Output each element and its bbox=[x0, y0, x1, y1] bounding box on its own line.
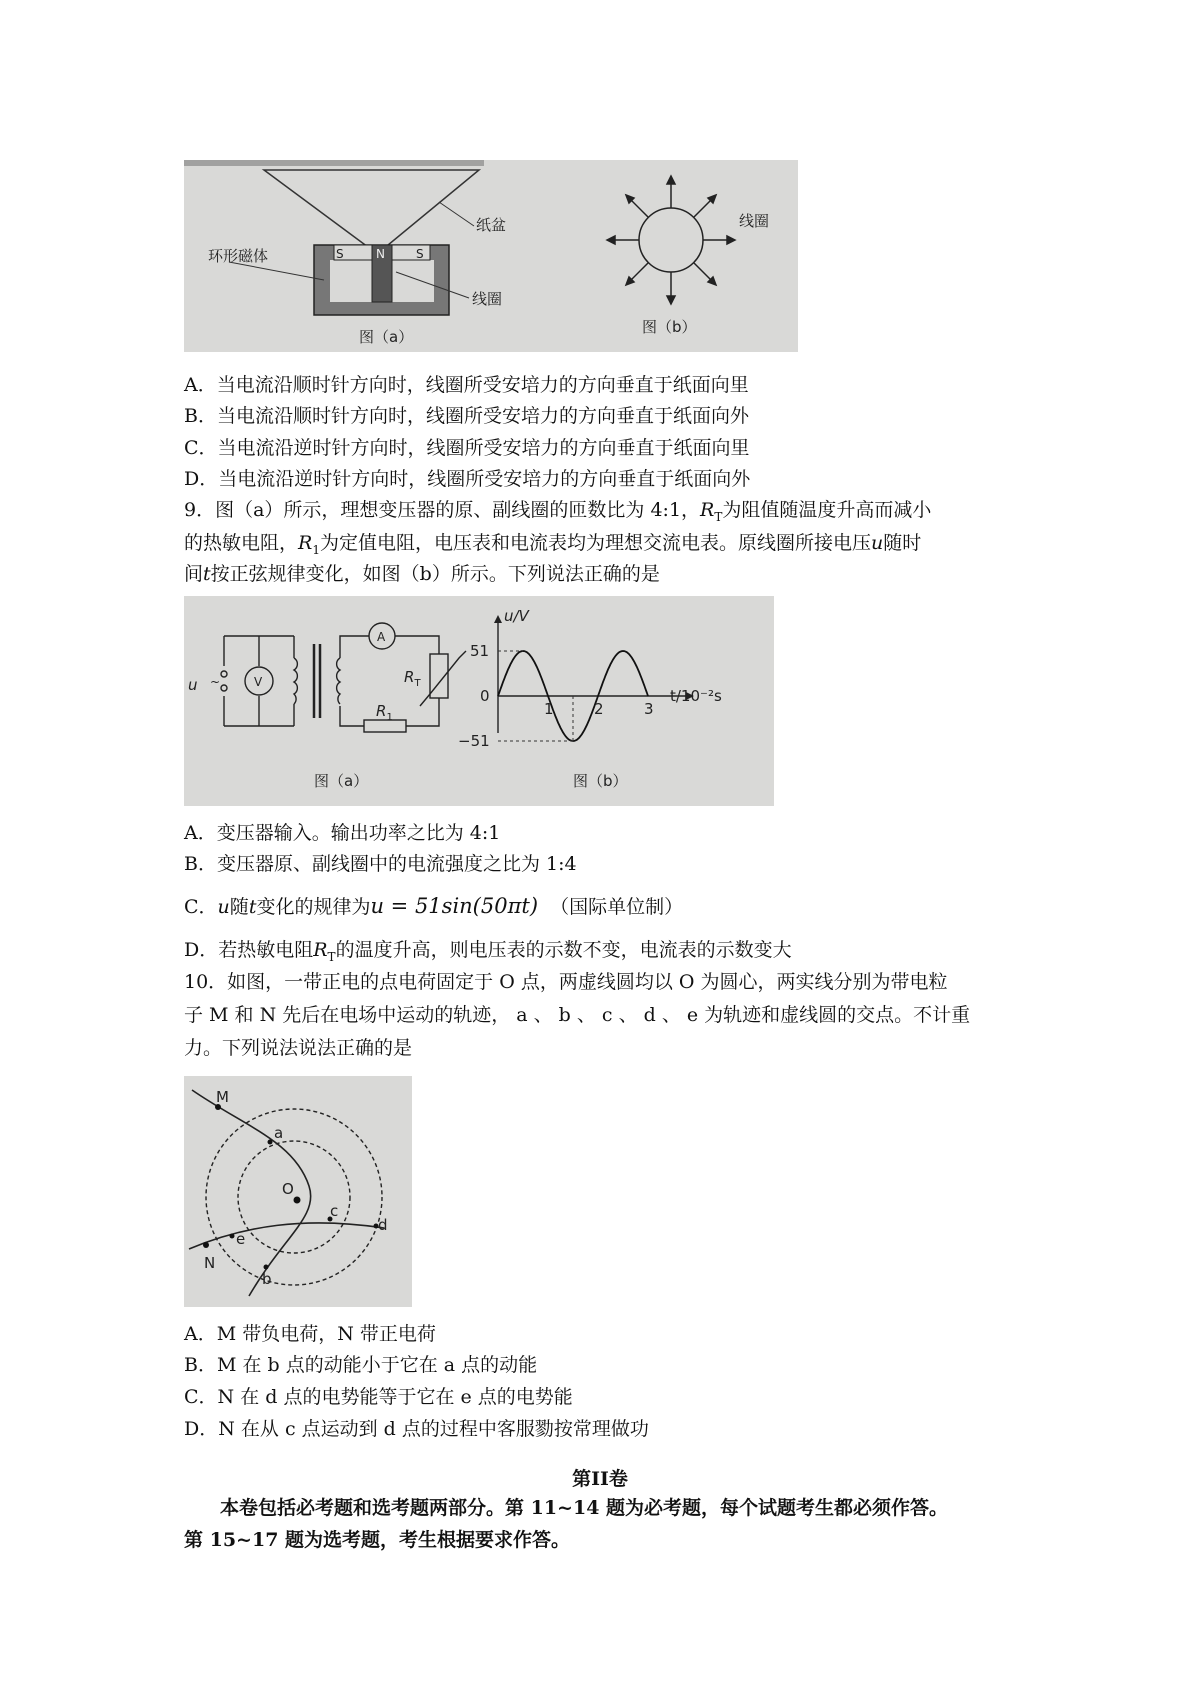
q8-option-b: B．当电流沿顺时针方向时，线圈所受安培力的方向垂直于纸面向外 bbox=[184, 405, 749, 427]
q10-stem-line1: 10．如图，一带正电的点电荷固定于 O 点，两虚线圆均以 O 为圆心，两实线分别为带电粒 bbox=[184, 971, 948, 993]
fig-b-caption-q9: 图（b） bbox=[573, 772, 628, 790]
rt-label: $R_T$ bbox=[404, 668, 421, 689]
outer-dashed-circle bbox=[206, 1109, 382, 1285]
transformer-figure bbox=[184, 596, 774, 806]
formula: u = 51sin(50πt) bbox=[370, 894, 539, 918]
q9-option-d: D．若热敏电阻$R_T$的温度升高，则电压表的示数不变，电流表的示数变大 bbox=[184, 939, 792, 964]
r1-label: $R_1$ bbox=[376, 702, 393, 723]
svg-text:~: ~ bbox=[210, 675, 221, 689]
q9-stem-line2: 的热敏电阻，$R_1$为定值电阻，电压表和电流表均为理想交流电表。原线圈所接电压u随时 bbox=[184, 532, 922, 557]
u-label: u bbox=[188, 676, 198, 694]
q10-stem-line3: 力。下列说法说法正确的是 bbox=[184, 1037, 413, 1059]
tick-3: 3 bbox=[644, 700, 654, 718]
q8-option-d: D．当电流沿逆时针方向时，线圈所受安培力的方向垂直于纸面向外 bbox=[184, 468, 751, 490]
cone-shape bbox=[264, 170, 479, 250]
point-o bbox=[294, 1197, 301, 1204]
label-m: M bbox=[216, 1088, 229, 1106]
coil-label-b: 线圈 bbox=[739, 212, 770, 230]
x-axis-label: t/10⁻²s bbox=[670, 687, 722, 705]
q8-option-c: C．当电流沿逆时针方向时，线圈所受安培力的方向垂直于纸面向里 bbox=[184, 437, 750, 459]
y-axis-label: u/V bbox=[504, 607, 529, 625]
q10-option-c: C．N 在 d 点的电势能等于它在 e 点的电势能 bbox=[184, 1386, 573, 1408]
q9-option-a: A．变压器输入。输出功率之比为 4:1 bbox=[184, 822, 501, 844]
part-two-para-line2: 第 15~17 题为选考题，考生根据要求作答。 bbox=[184, 1529, 571, 1551]
q9-option-b: B．变压器原、副线圈中的电流强度之比为 1:4 bbox=[184, 853, 577, 875]
q9-stem-line1: 9．图（a）所示，理想变压器的原、副线圈的匝数比为 4:1，$R_T$为阻值随温度升高而减小 bbox=[184, 499, 932, 524]
label-b: b bbox=[262, 1270, 272, 1288]
label-c: c bbox=[330, 1202, 339, 1220]
tick-51: 51 bbox=[470, 642, 490, 660]
trajectory-n bbox=[189, 1223, 384, 1249]
speaker-figure bbox=[184, 160, 798, 352]
svg-text:S: S bbox=[336, 247, 344, 261]
q10-option-a: A．M 带负电荷，N 带正电荷 bbox=[184, 1323, 436, 1345]
y-axis-arrow bbox=[494, 615, 502, 623]
svg-text:N: N bbox=[376, 247, 385, 261]
q10-option-d: D．N 在从 c 点运动到 d 点的过程中客服勠按常理做功 bbox=[184, 1418, 649, 1440]
inner-dashed-circle bbox=[238, 1141, 350, 1253]
svg-text:S: S bbox=[416, 247, 424, 261]
tick-1: 1 bbox=[544, 700, 554, 718]
fig-a-caption-q9: 图（a） bbox=[314, 772, 369, 790]
tick-2: 2 bbox=[594, 700, 604, 718]
ammeter-label: A bbox=[377, 630, 386, 644]
fig-a-caption: 图（a） bbox=[359, 328, 414, 346]
q9-stem-line3: 间t按正弦规律变化，如图（b）所示。下列说法正确的是 bbox=[184, 563, 660, 585]
trajectory-figure bbox=[184, 1076, 412, 1307]
q9-option-c: C．u随t变化的规律为u = 51sin(50πt) （国际单位制） bbox=[184, 894, 684, 918]
label-d: d bbox=[378, 1216, 388, 1234]
q8-option-a: A．当电流沿顺时针方向时，线圈所受安培力的方向垂直于纸面向里 bbox=[184, 374, 749, 396]
fig-b-caption: 图（b） bbox=[642, 318, 697, 336]
cone-label: 纸盆 bbox=[476, 216, 507, 234]
voltage-graph bbox=[458, 607, 722, 750]
coil-top-view bbox=[607, 176, 735, 304]
part-two-title: 第II卷 bbox=[572, 1468, 628, 1490]
magnet-label: 环形磁体 bbox=[208, 247, 269, 265]
q10-option-b: B．M 在 b 点的动能小于它在 a 点的动能 bbox=[184, 1354, 538, 1376]
coil-label-a: 线圈 bbox=[472, 290, 503, 308]
label-a: a bbox=[274, 1124, 284, 1142]
q10-stem-line2: 子 M 和 N 先后在电场中运动的轨迹， a 、 b 、 c 、 d 、 e 为轨迹和虚线圆的交点。不计重 bbox=[184, 1004, 971, 1026]
label-e: e bbox=[236, 1230, 246, 1248]
label-o: O bbox=[282, 1180, 294, 1198]
label-n: N bbox=[204, 1254, 216, 1272]
tick-neg51: −51 bbox=[458, 732, 490, 750]
tick-0: 0 bbox=[480, 687, 490, 705]
part-two-para-line1: 本卷包括必考题和选考题两部分。第 11~14 题为必考题，每个试题考生都必须作答。 bbox=[220, 1497, 949, 1519]
voltmeter-label: V bbox=[254, 675, 263, 689]
